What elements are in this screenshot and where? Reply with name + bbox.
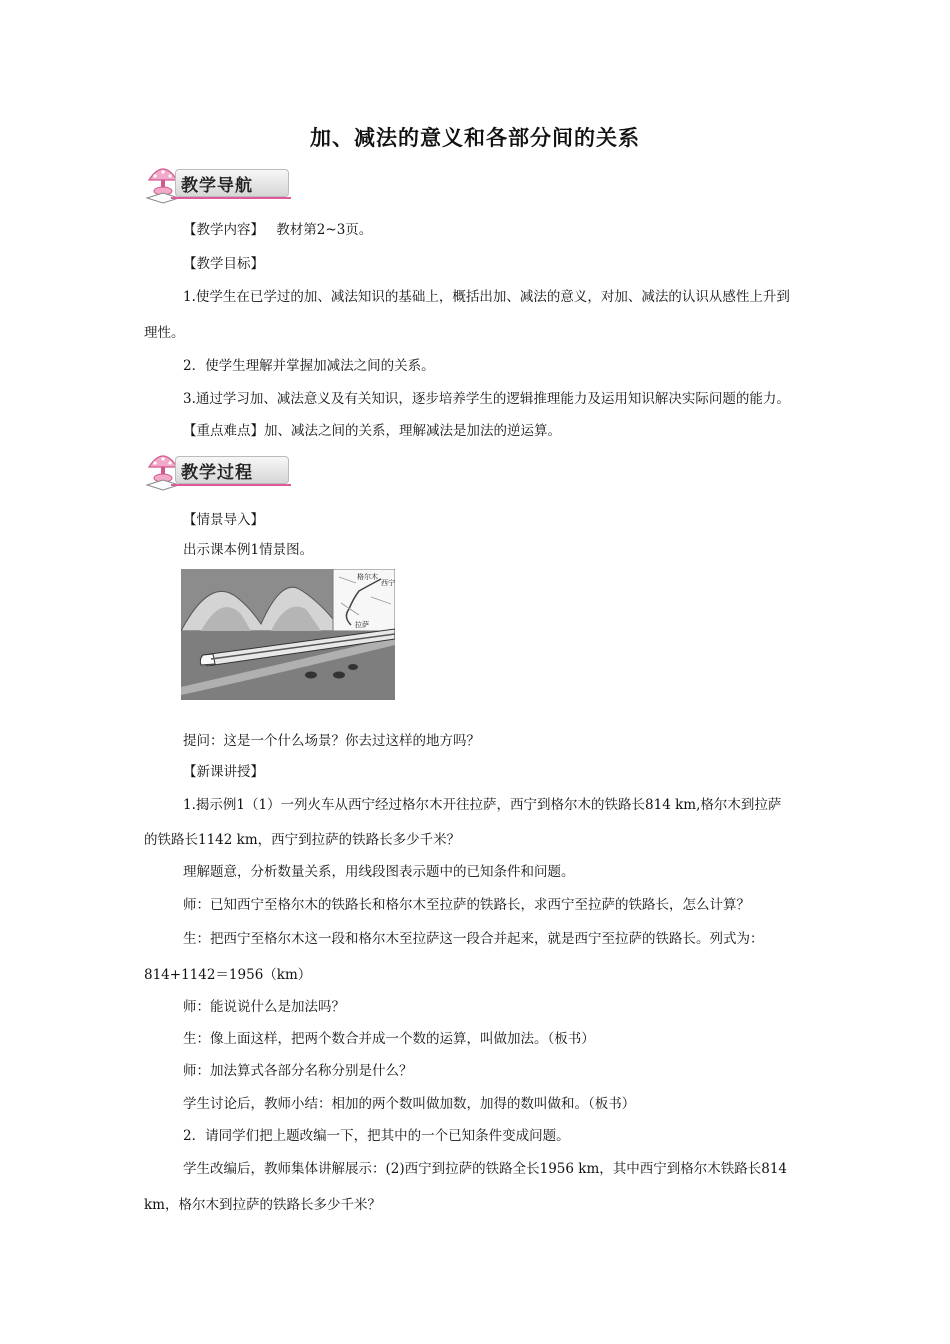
intro-text: 出示课本例1情景图。 (183, 542, 314, 558)
paragraph: 2．请同学们把上题改编一下，把其中的一个已知条件变成问题。 (183, 1128, 570, 1144)
goal1-line1: 1.使学生在已学过的加、减法知识的基础上，概括出加、减法的意义，对加、减法的认识从感性上升到 (183, 289, 790, 305)
new-label: 【新课讲授】 (183, 764, 264, 780)
question: 提问：这是一个什么场景？你去过这样的地方吗？ (183, 733, 480, 749)
map-label-golmud: 格尔木 (357, 573, 378, 581)
yak-icon (305, 672, 317, 679)
paragraph: 学生讨论后，教师小结：相加的两个数叫做加数，加得的数叫做和。（板书） (183, 1096, 636, 1112)
paragraph: 师：加法算式各部分名称分别是什么？ (183, 1063, 413, 1079)
content-label: 【教学内容】 (183, 222, 264, 238)
yak-icon (348, 664, 358, 670)
goal3: 3.通过学习加、减法意义及有关知识，逐步培养学生的逻辑推理能力及运用知识解决实际问题的能力。 (183, 391, 790, 407)
section-banner-teaching-process (143, 447, 293, 491)
railway-scene-illustration (181, 569, 395, 700)
paragraph: 学生改编后，教师集体讲解展示：(2)西宁到拉萨的铁路全长1956 km，其中西宁到格尔木铁路长814 (183, 1161, 788, 1177)
content-line (183, 221, 372, 239)
map-label-xining: 西宁 (381, 579, 395, 587)
section-heading: 教学过程 (181, 463, 253, 483)
goal2: 2．使学生理解并掌握加减法之间的关系。 (183, 358, 435, 374)
paragraph: 师：能说说什么是加法吗？ (183, 999, 345, 1015)
map-label-lhasa: 拉萨 (355, 621, 369, 629)
paragraph: 师：已知西宁至格尔木的铁路长和格尔木至拉萨的铁路长，求西宁至拉萨的铁路长，怎么计算？ (183, 897, 750, 913)
key-text: 加、减法之间的关系，理解减法是加法的逆运算。 (264, 423, 561, 439)
key-line (183, 422, 561, 440)
section-heading: 教学导航 (181, 176, 253, 196)
paragraph: 生：把西宁至格尔木这一段和格尔木至拉萨这一段合并起来，就是西宁至拉萨的铁路长。列式为： (183, 931, 764, 947)
example1-line2: 的铁路长1142 km，西宁到拉萨的铁路长多少千米？ (144, 832, 461, 848)
paragraph: km，格尔木到拉萨的铁路长多少千米？ (144, 1197, 381, 1213)
content-text: 教材第2~3页。 (276, 222, 373, 238)
paragraph: 生：像上面这样，把两个数合并成一个数的运算，叫做加法。（板书） (183, 1031, 595, 1047)
key-label: 【重点难点】 (183, 423, 264, 439)
yak-icon (333, 672, 345, 679)
goals-label: 【教学目标】 (183, 256, 264, 272)
page-title: 加、减法的意义和各部分间的关系 (310, 126, 640, 150)
equation: 814+1142＝1956（km） (144, 967, 312, 983)
section-banner-teaching-guide (143, 160, 293, 204)
intro-label: 【情景导入】 (183, 512, 264, 528)
example1-line1: 1.揭示例1（1）一列火车从西宁经过格尔木开往拉萨，西宁到格尔木的铁路长814 km,格尔木到拉萨 (183, 797, 782, 813)
goal1-line2: 理性。 (144, 325, 185, 341)
paragraph: 理解题意，分析数量关系，用线段图表示题中的已知条件和问题。 (183, 864, 575, 880)
